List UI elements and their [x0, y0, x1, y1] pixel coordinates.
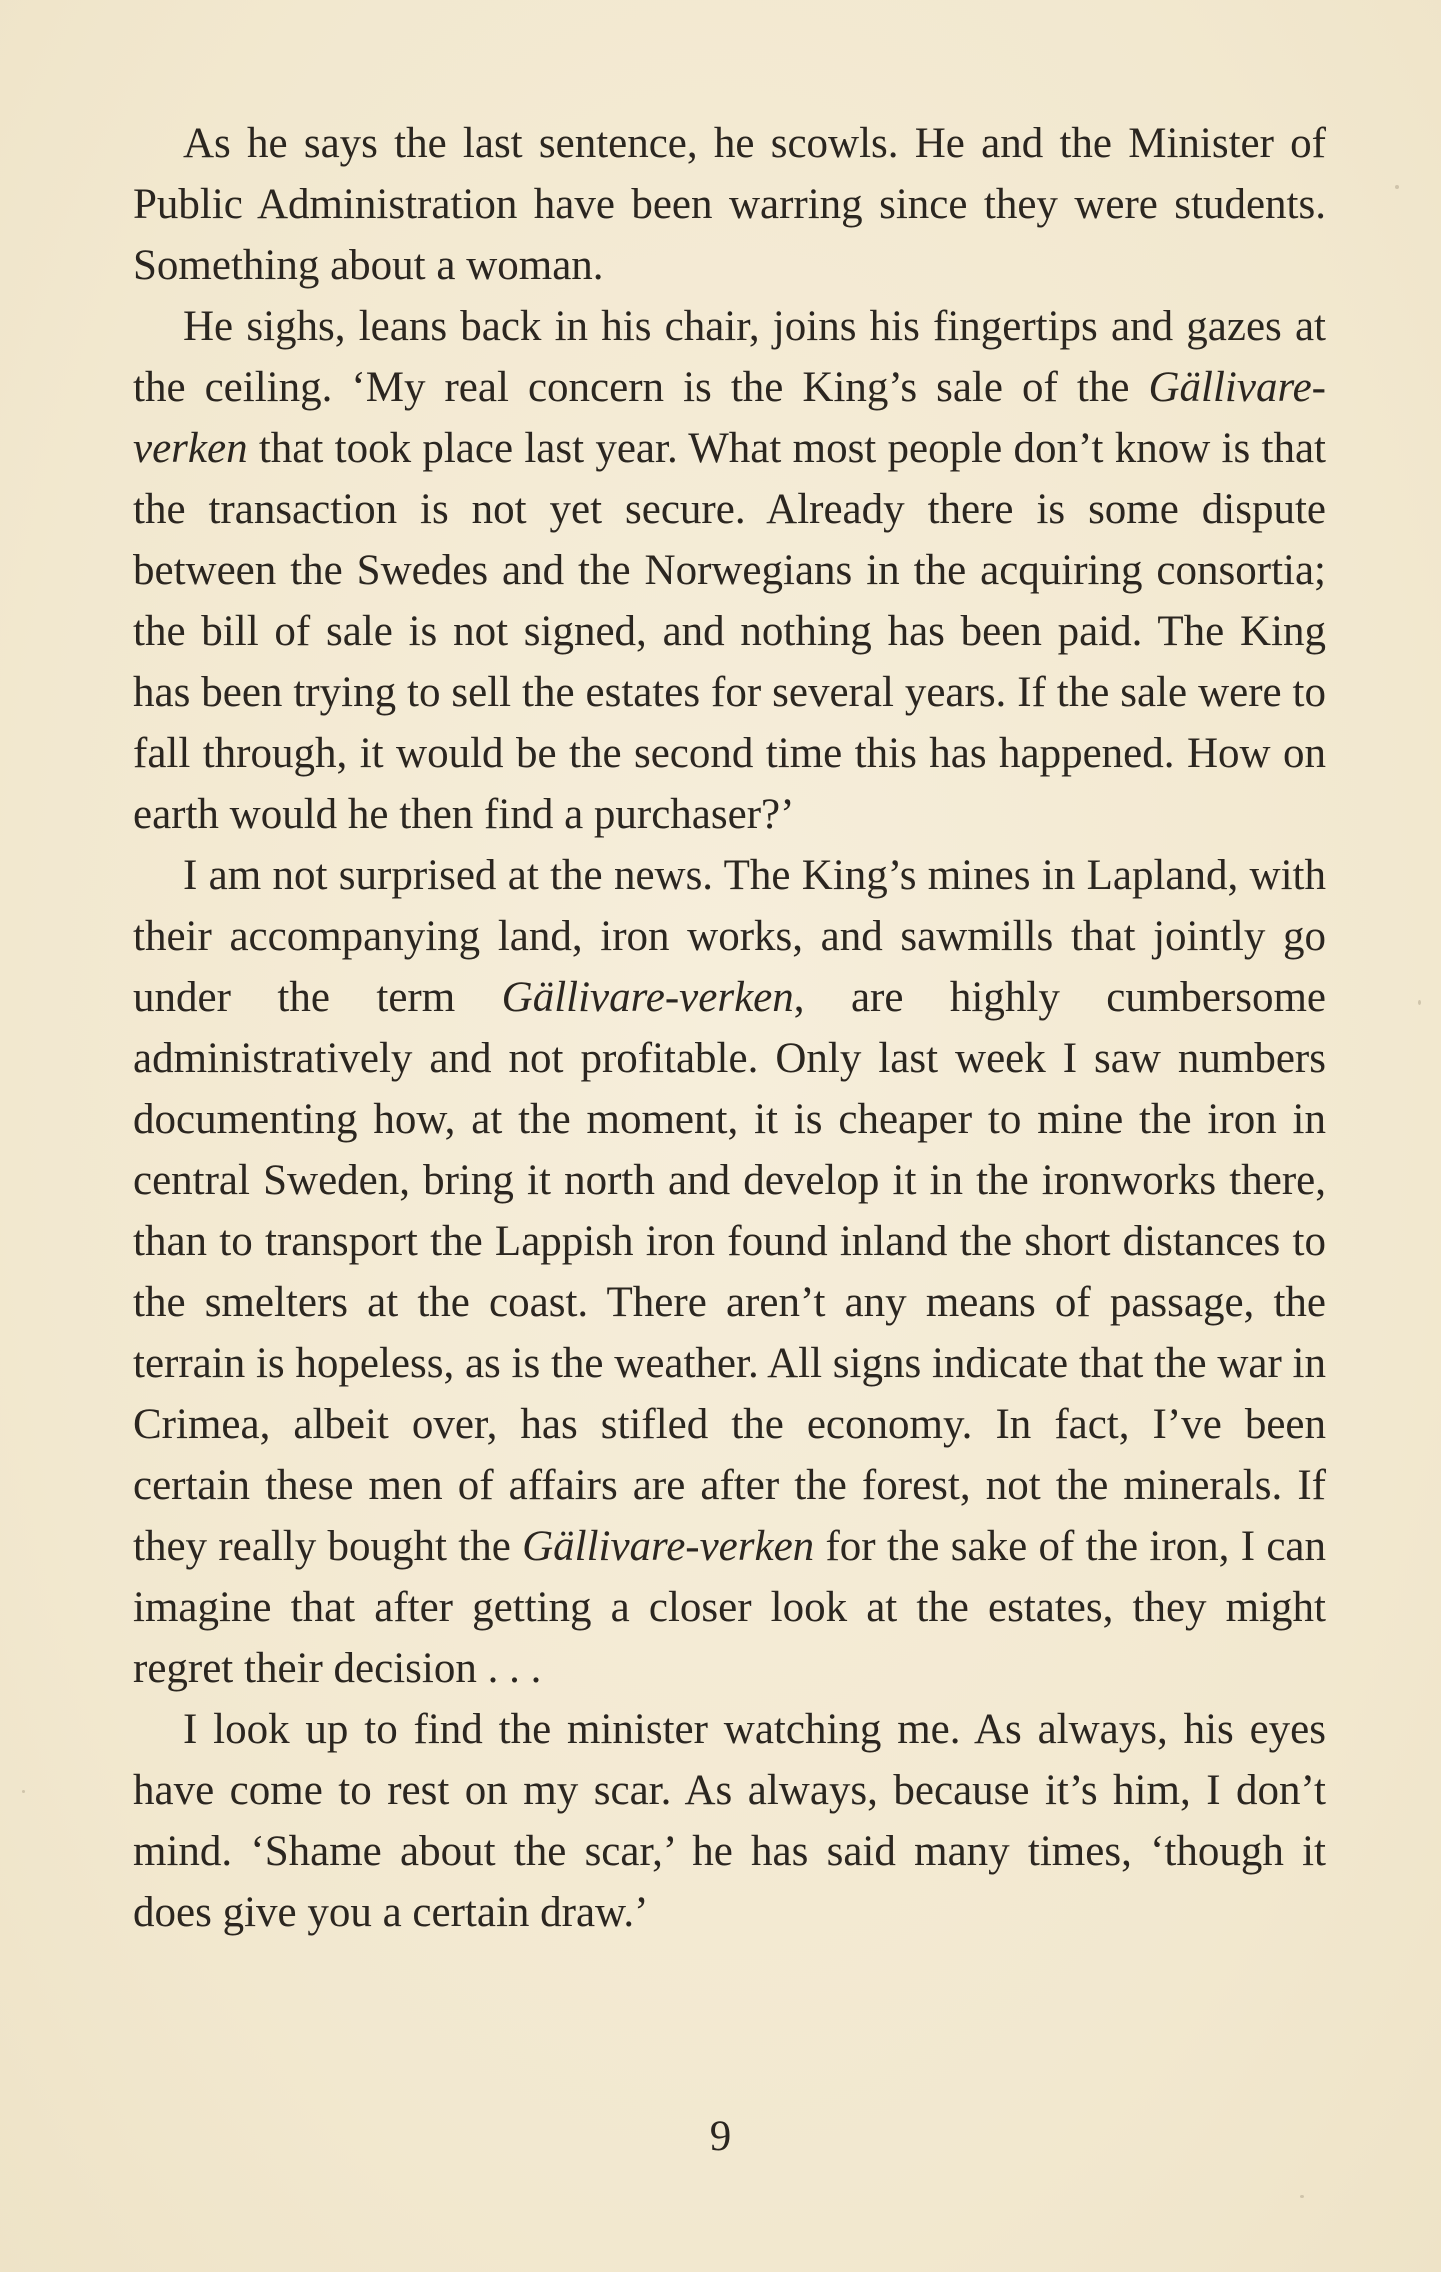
- text-run: that took place last year. What most people don’t know is that the transaction is not yet secure. Already there is some dispute between the Swedes and the Norwegians in the acquiring consortia; the bill of sale is not signed, and nothing has been paid. The King has been trying to sell the estates for several years. If the sale were to fall through, it would be the second time this has happened. How on earth would he then find a purchaser?’: [133, 425, 1326, 838]
- italic-term: Gällivare-verken: [133, 364, 1326, 472]
- italic-term: Gällivare-verken: [501, 974, 794, 1021]
- paragraph-4: [133, 1699, 1326, 1943]
- body-text: [133, 113, 1326, 1943]
- text-run: , are highly cumbersome administratively and not profitable. Only last week I saw numbers documenting how, at the moment, it is cheaper to mine the iron in central Sweden, bring it north and develop it in the ironworks there, than to transport the Lappish iron found inland the short distances to the smelters at the coast. There aren’t any means of passage, the terrain is hopeless, as is the weather. All signs indicate that the war in Crimea, albeit over, has stifled the economy. In fact, I’ve been certain these men of affairs are after the forest, not the minerals. If they really bought the: [133, 974, 1326, 1570]
- paragraph-1: [133, 113, 1326, 296]
- paper-speck: [1300, 2195, 1304, 2198]
- paragraph-3: [133, 845, 1326, 1699]
- paper-speck: [1395, 185, 1399, 189]
- text-run: As he says the last sentence, he scowls. He and the Minister of Public Administration have been warring since they were students. Something about a woman.: [133, 120, 1326, 289]
- page-number: 9: [709, 2113, 732, 2160]
- paragraph-2: [133, 296, 1326, 845]
- text-run: I look up to find the minister watching me. As always, his eyes have come to rest on my scar. As always, because it’s him, I don’t mind. ‘Shame about the scar,’ he has said many times, ‘though it does give you a certain draw.’: [133, 1706, 1326, 1936]
- text-run: I am not surprised at the news. The King’s mines in Lapland, with their accompanying land, iron works, and sawmills that jointly go under the term: [133, 852, 1326, 1021]
- paper-speck: [22, 1790, 25, 1793]
- paper-speck: [1418, 1000, 1421, 1005]
- text-run: for the sake of the iron, I can imagine that after getting a closer look at the estates, they might regret their decision . . .: [133, 1523, 1326, 1692]
- text-run: He sighs, leans back in his chair, joins his fingertips and gazes at the ceiling. ‘My real concern is the King’s sale of the: [133, 303, 1326, 411]
- italic-term: Gällivare-verken: [522, 1523, 815, 1570]
